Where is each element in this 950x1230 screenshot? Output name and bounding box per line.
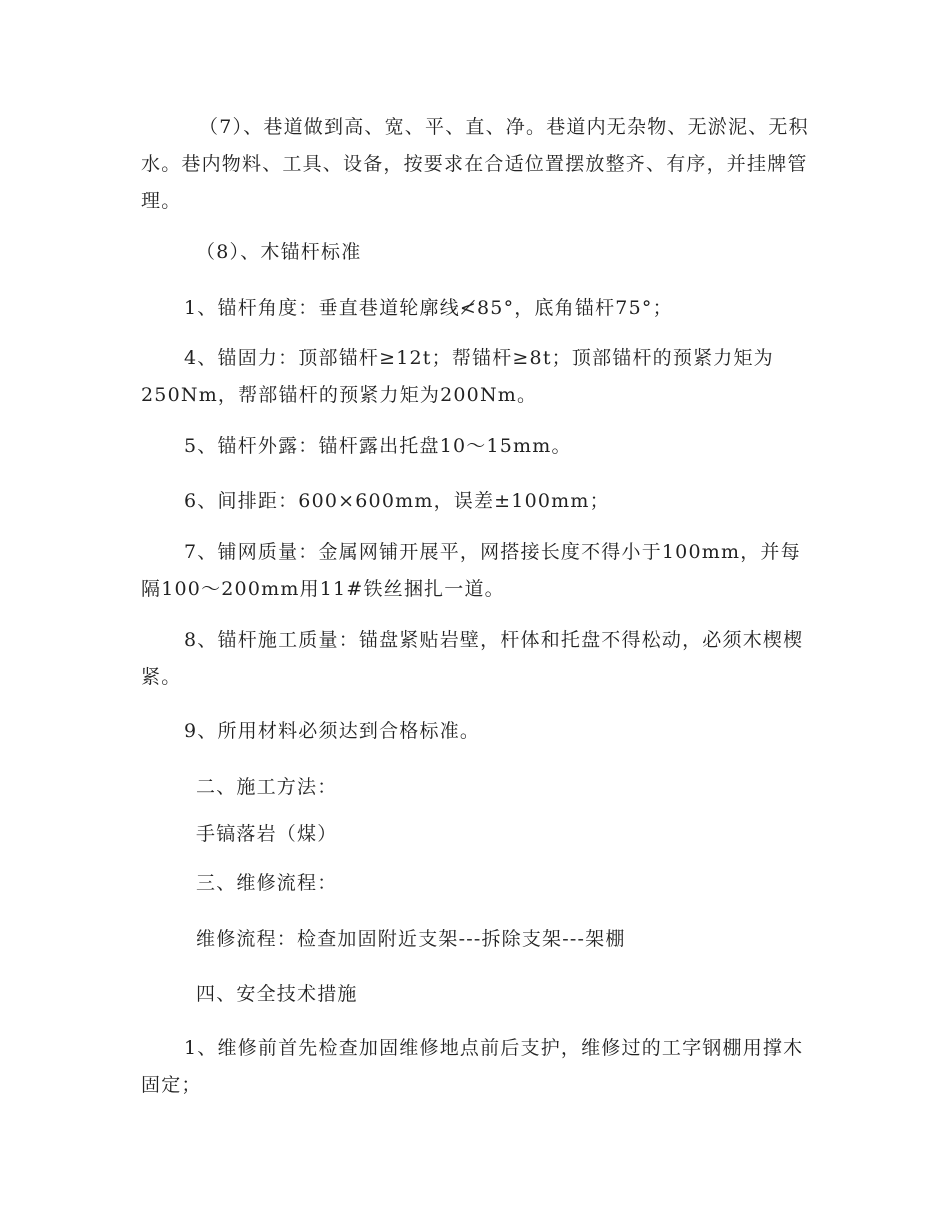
paragraph-spacing: 6、间排距：600×600mm，误差±100mm；: [184, 490, 610, 512]
paragraph-anchor-angle: 1、锚杆角度：垂直巷道轮廓线≮85°，底角锚杆75°；: [184, 297, 673, 319]
paragraph-maintenance-flow: 维修流程：检查加固附近支架---拆除支架---架棚: [196, 928, 626, 950]
paragraph-anchoring-force: 4、锚固力：顶部锚杆≥12t；帮锚杆≥8t；顶部锚杆的预紧力矩为250Nm，帮部锚杆的预紧力矩为200Nm。: [141, 347, 774, 406]
paragraph-safety-item-1: 1、维修前首先检查加固维修地点前后支护，维修过的工字钢棚用撑木固定；: [141, 1037, 804, 1096]
heading-wood-anchor-standard: （8）、木锚杆标准: [196, 241, 362, 263]
paragraph-mesh-quality: 7、铺网质量：金属网铺开展平，网搭接长度不得小于100mm，并每隔100～200mm用11#铁丝捆扎一道。: [141, 541, 801, 600]
heading-safety-measures: 四、安全技术措施: [196, 983, 358, 1005]
heading-construction-method: 二、施工方法：: [196, 776, 338, 798]
paragraph-roadway-standard: （7）、巷道做到高、宽、平、直、净。巷道内无杂物、无淤泥、无积水。巷内物料、工具、设备，按要求在合适位置摆放整齐、有序，并挂牌管理。: [141, 116, 809, 212]
paragraph-manual-pick: 手镐落岩（煤）: [196, 823, 338, 845]
paragraph-construction-quality: 8、锚杆施工质量：锚盘紧贴岩壁，杆体和托盘不得松动，必须木楔楔紧。: [141, 629, 804, 688]
heading-maintenance-process: 三、维修流程：: [196, 872, 338, 894]
paragraph-anchor-exposure: 5、锚杆外露：锚杆露出托盘10～15mm。: [184, 435, 572, 457]
paragraph-materials: 9、所用材料必须达到合格标准。: [184, 720, 481, 742]
